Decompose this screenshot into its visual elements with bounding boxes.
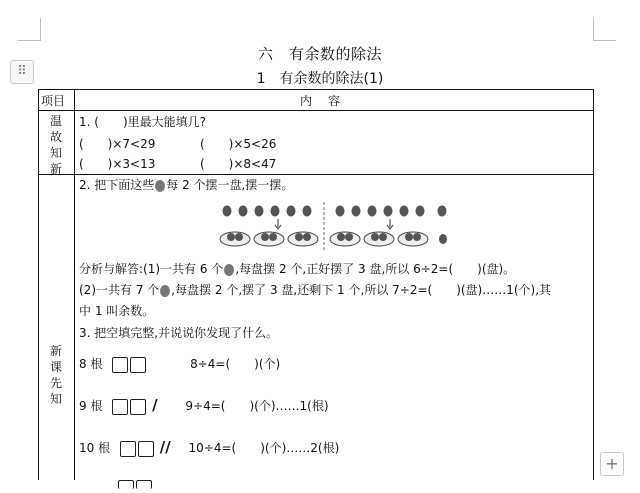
analysis-line-1 — [79, 261, 515, 277]
q2-suffix: 每 2 个摆一盘,摆一摆。 — [166, 178, 294, 192]
review-question-1: 1. ( )里最大能填几? — [79, 115, 206, 129]
review-line-1a: ( )×7<29 — [79, 137, 156, 151]
q2-prefix: 2. 把下面这些 — [79, 178, 155, 192]
chapter-title: 六 有余数的除法 — [257, 45, 382, 63]
stick-row-partial — [118, 474, 154, 493]
stick-equation: 10÷4=( )(个)……2(根) — [188, 441, 340, 455]
fruit-row-left — [223, 206, 312, 217]
section-title: 1 有余数的除法(1) — [256, 71, 384, 87]
stick-row-label: 8 根 — [79, 357, 103, 371]
analysis2-prefix: (2)一共有 7 个 — [79, 283, 160, 297]
analysis-line-2 — [79, 282, 551, 298]
table-border-top — [38, 89, 594, 90]
analysis1-suffix: ,每盘摆 2 个,正好摆了 3 盘,所以 6÷2=( )(盘)。 — [235, 262, 516, 276]
stick-equation: 9÷4=( )(个)……1(根) — [185, 399, 329, 413]
plates-right — [330, 232, 428, 246]
table-border-left — [38, 89, 39, 480]
extra-sticks: / — [152, 396, 158, 414]
table-border-right — [593, 89, 594, 480]
row-label-lesson: 新课先知 — [49, 344, 62, 406]
table-border-row1 — [38, 174, 594, 175]
fruit-icon — [160, 285, 170, 297]
stick-squares — [120, 441, 156, 455]
stick-row-10 — [79, 439, 339, 457]
fruit-icon — [155, 180, 165, 192]
header-content: 内 容 — [300, 94, 343, 108]
lesson-question-3: 3. 把空填完整,并说说你发现了什么。 — [79, 326, 279, 340]
review-line-1b: ( )×5<26 — [200, 137, 277, 151]
analysis2-suffix: ,每盘摆 2 个,摆了 3 盘,还剩下 1 个,所以 7÷2=( )(盘)……1(个),其 — [171, 283, 552, 297]
plates-left — [220, 232, 318, 246]
analysis1-prefix: 分析与解答:(1)一共有 6 个 — [79, 262, 224, 276]
stick-squares — [112, 399, 148, 413]
table-border-header — [38, 110, 594, 111]
crop-mark-top-right — [593, 18, 616, 41]
stick-row-label: 9 根 — [79, 399, 103, 413]
extra-sticks: // — [159, 438, 171, 456]
stick-squares — [112, 357, 148, 371]
review-line-2a: ( )×3<13 — [79, 157, 156, 171]
fruit-icon — [224, 264, 234, 276]
row-label-review: 温故知新 — [49, 114, 62, 176]
add-block-icon[interactable]: + — [600, 452, 624, 476]
lesson-question-2 — [79, 177, 293, 193]
stick-equation: 8÷4=( )(个) — [190, 357, 281, 371]
header-item: 项目 — [41, 94, 66, 108]
crop-mark-top-left — [18, 18, 41, 41]
stick-row-8 — [79, 356, 280, 373]
plates-illustration — [215, 200, 455, 252]
analysis-line-3: 中 1 叫余数。 — [79, 304, 155, 318]
review-line-2b: ( )×8<47 — [200, 157, 277, 171]
table-border-divider — [74, 89, 75, 480]
stick-row-label: 10 根 — [79, 441, 111, 455]
stick-row-9 — [79, 397, 329, 415]
fruit-row-right — [336, 206, 447, 217]
drag-handle-icon[interactable]: ⠿ — [10, 60, 34, 84]
